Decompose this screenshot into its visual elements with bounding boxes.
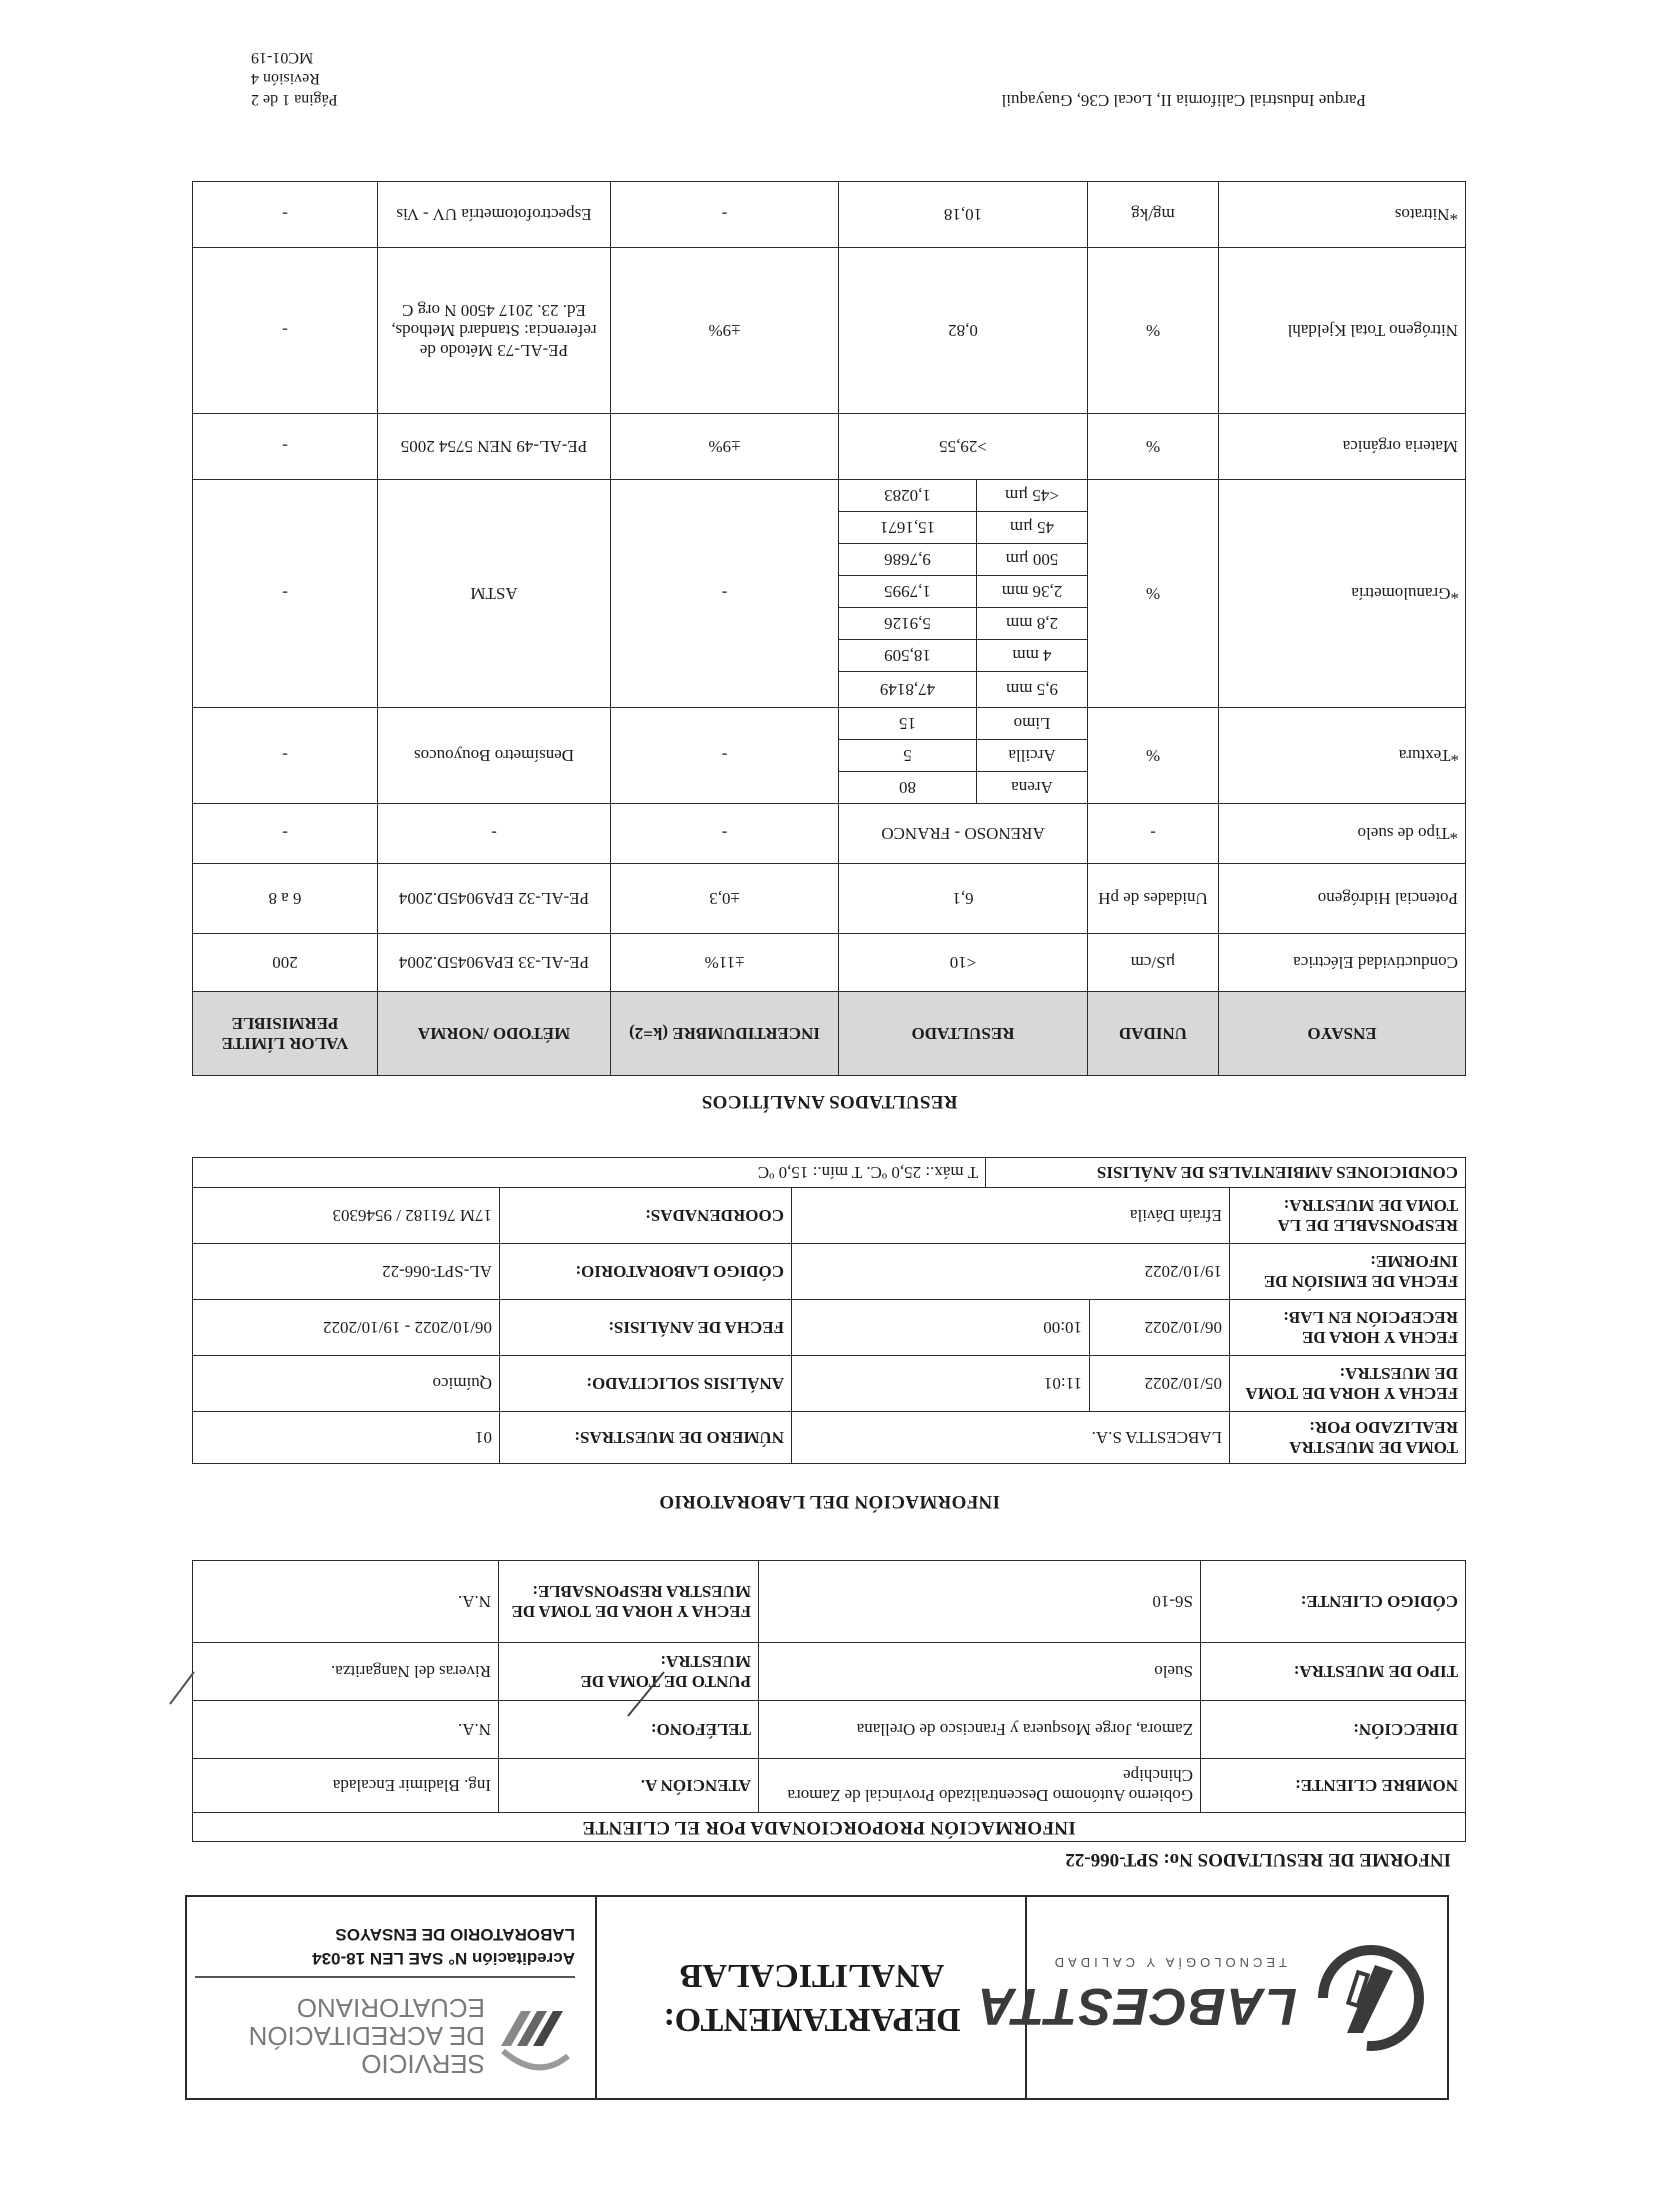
attention-value: Ing. Bladimir Encalada: [193, 1759, 499, 1813]
logo-tagline: TECNOLOGÍA Y CALIDAD: [1050, 1955, 1287, 1970]
table-row: [192, 934, 1465, 992]
department-cell: [595, 1897, 1027, 2098]
header-unidad: UNIDAD: [1088, 992, 1219, 1076]
header-limite: VALOR LÍMITE PERMISIBLE: [192, 992, 377, 1076]
tipo-suelo-incertidumbre: -: [610, 804, 838, 864]
conductividad-metodo: PE-AL-33 EPA9045D.2004: [377, 934, 610, 992]
sampling-datetime-label: FECHA Y HORA DE TOMA DE MUESTRA RESPONSABLE:: [499, 1561, 759, 1643]
sae-line3: ECUATORIANO: [296, 1993, 485, 2023]
lab-row1-value1: LABCESTTA S.A.: [792, 1412, 1230, 1464]
materia-organica-limite: -: [192, 414, 377, 480]
conductividad-unidad: µS/cm: [1088, 934, 1219, 992]
ph-resultado: 6,1: [838, 864, 1087, 934]
address-value: Zamora, Jorge Mosquera y Francisco de Orellana: [759, 1701, 1201, 1759]
ph-limite: 6 a 8: [192, 864, 377, 934]
footer-address: Parque Industrial California II, Local C36, Guayaquil: [1001, 91, 1366, 110]
textura-value-1: 5: [838, 740, 976, 772]
results-section-title: RESULTADOS ANALÍTICOS: [701, 1091, 958, 1112]
results-table: [192, 181, 1466, 1076]
nitratos-unidad: mg/kg: [1088, 182, 1219, 248]
materia-organica-incertidumbre: ±9%: [610, 414, 838, 480]
nitratos-ensayo: *Nitratos: [1219, 182, 1466, 248]
conductividad-incertidumbre: ±11%: [610, 934, 838, 992]
client-code-label: CÓDIGO CLIENTE:: [1201, 1561, 1466, 1643]
sampling-point-label: PUNTO DE TOMA DE MUESTRA:: [499, 1643, 759, 1701]
granulometria-value-2: 5,9126: [838, 608, 976, 640]
sae-name-block: [249, 1994, 485, 2078]
lab-info-table: [192, 1157, 1466, 1464]
granulometria-value-1: 18,509: [838, 640, 976, 672]
lab-row2-value2: Químico: [193, 1356, 500, 1412]
textura-label-0: Arena: [977, 772, 1088, 804]
accreditation-divider: [195, 1976, 575, 1978]
nitrogeno-incertidumbre: ±9%: [610, 248, 838, 414]
granulometria-value-4: 9,7686: [838, 544, 976, 576]
lab-row2-date: 05/10/2022: [1090, 1356, 1230, 1412]
textura-label-2: Limo: [977, 708, 1088, 740]
client-name-value: Gobierno Autónomo Descentralizado Provincial de Zamora Chinchipe: [759, 1759, 1201, 1813]
lab-row5-label2: COORDENADAS:: [500, 1188, 792, 1244]
lab-row3-label2: FECHA DE ANÁLISIS:: [500, 1300, 792, 1356]
tipo-suelo-resultado: ARENOSO - FRANCO: [838, 804, 1087, 864]
granulometria-value-3: 1,7995: [838, 576, 976, 608]
lab-row3-value2: 06/10/2022 - 19/10/2022: [193, 1300, 500, 1356]
granulometria-limite: -: [192, 480, 377, 708]
attention-label: ATENCIÓN A.: [499, 1759, 759, 1813]
granulometria-value-6: 1,0283: [838, 480, 976, 512]
lab-row4-value2: AL-SPT-066-22: [193, 1244, 500, 1300]
check-mark-icon: [166, 1670, 196, 1710]
lab-row3-label1: FECHA Y HORA DE RECEPCIÓN EN LAB:: [1230, 1300, 1466, 1356]
tipo-suelo-limite: -: [192, 804, 377, 864]
client-name-label: NOMBRE CLIENTE:: [1201, 1759, 1466, 1813]
table-row: [192, 864, 1465, 934]
granulometria-metodo: ASTM: [377, 480, 610, 708]
nitrogeno-ensayo: Nitrógeno Total Kjeldahl: [1219, 248, 1466, 414]
nitratos-limite: -: [192, 182, 377, 248]
phone-label: TELÉFONO:: [499, 1701, 759, 1759]
granulometria-incertidumbre: -: [610, 480, 838, 708]
lab-type: LABORATORIO DE ENSAYOS: [335, 1925, 575, 1944]
lab-row4-label1: FECHA DE EMISIÓN DE INFORME:: [1230, 1244, 1466, 1300]
sampling-point-value: Riveras del Nangaritza.: [193, 1643, 499, 1701]
nitrogeno-resultado: 0,82: [838, 248, 1087, 414]
tipo-suelo-unidad: -: [1088, 804, 1219, 864]
lab-row4-value1: 19/10/2022: [792, 1244, 1230, 1300]
nitratos-metodo: Espectrofotometría UV - Vis: [377, 182, 610, 248]
ph-unidad: Unidades de pH: [1088, 864, 1219, 934]
nitrogeno-limite: -: [192, 248, 377, 414]
lab-row6-value: T máx.: 25,0 ºC. T mín.: 15,0 ºC: [193, 1158, 986, 1188]
granulometria-label-6: <45 µm: [977, 480, 1088, 512]
textura-metodo: Densímetro Bouyoucos: [377, 708, 610, 804]
textura-ensayo: *Textura: [1219, 708, 1466, 804]
footer-code: MC01-19: [251, 49, 314, 66]
granulometria-label-3: 2,36 mm: [977, 576, 1088, 608]
lab-row2-label2: ANÁLISIS SOLICITADO:: [500, 1356, 792, 1412]
lab-section-title: INFORMACIÓN DEL LABORATORIO: [659, 1491, 1000, 1512]
textura-limite: -: [192, 708, 377, 804]
client-section-title: INFORMACIÓN PROPORCIONADA POR EL CLIENTE: [193, 1813, 1466, 1842]
tipo-suelo-metodo: -: [377, 804, 610, 864]
granulometria-value-0: 47,8149: [838, 672, 976, 708]
textura-value-0: 80: [838, 772, 976, 804]
materia-organica-resultado: >29,55: [838, 414, 1087, 480]
lab-row6-label: CONDICIONES AMBIENTALES DE ANÁLISIS: [986, 1158, 1466, 1188]
textura-incertidumbre: -: [610, 708, 838, 804]
header-ensayo: ENSAYO: [1219, 992, 1466, 1076]
footer-page-info: [251, 47, 371, 110]
lab-row2-label1: FECHA Y HORA DE TOMA DE MUESTRA:: [1230, 1356, 1466, 1412]
granulometria-label-0: 9,5 mm: [977, 672, 1088, 708]
table-row: [192, 772, 1465, 804]
logo-name: LABCESTTA: [976, 1977, 1297, 2035]
sae-logo-icon: [493, 1996, 583, 2076]
ph-ensayo: Potencial Hidrógeno: [1219, 864, 1466, 934]
sampling-datetime-value: N.A.: [193, 1561, 499, 1643]
materia-organica-metodo: PE-AL-49 NEN 5754 2005: [377, 414, 610, 480]
footer-page: Página 1 de 2: [251, 91, 338, 108]
tipo-suelo-ensayo: *Tipo de suelo: [1219, 804, 1466, 864]
lab-row3-time: 10:00: [792, 1300, 1090, 1356]
granulometria-label-2: 2,8 mm: [977, 608, 1088, 640]
granulometria-ensayo: *Granulometría: [1219, 480, 1466, 708]
lab-row3-date: 06/10/2022: [1090, 1300, 1230, 1356]
header-incertidumbre: INCERTIDUMBRE (k=2): [610, 992, 838, 1076]
materia-organica-ensayo: Materia orgánica: [1219, 414, 1466, 480]
report-header: [185, 1895, 1449, 2100]
textura-label-1: Arcilla: [977, 740, 1088, 772]
sae-line2: DE ACREDITACIÓN: [248, 2021, 485, 2051]
check-mark-icon: [626, 1670, 666, 1720]
sample-type-value: Suelo: [759, 1643, 1201, 1701]
granulometria-label-4: 500 µm: [977, 544, 1088, 576]
textura-unidad: %: [1088, 708, 1219, 804]
nitrogeno-unidad: %: [1088, 248, 1219, 414]
address-label: DIRECCIÓN:: [1201, 1701, 1466, 1759]
report-title: INFORME DE RESULTADOS No: SPT-066-22: [1065, 1849, 1451, 1870]
department-title: DEPARTAMENTO:: [663, 2001, 961, 2038]
sae-line1: SERVICIO: [361, 2049, 485, 2079]
phone-value: N.A.: [193, 1701, 499, 1759]
conductividad-ensayo: Conductividad Eléctrica: [1219, 934, 1466, 992]
granulometria-label-5: 45 µm: [977, 512, 1088, 544]
footer-revision: Revisión 4: [251, 70, 320, 87]
granulometria-value-5: 15,1671: [838, 512, 976, 544]
table-row: [192, 182, 1465, 248]
table-row: [192, 804, 1465, 864]
lab-row1-value2: 01: [193, 1412, 500, 1464]
textura-value-2: 15: [838, 708, 976, 740]
labcestta-logo-cell: [976, 1897, 1447, 2098]
sample-type-label: TIPO DE MUESTRA:: [1201, 1643, 1466, 1701]
department-name: ANALITICALAB: [679, 1957, 945, 1994]
table-row: [192, 248, 1465, 414]
client-info-table: [192, 1560, 1466, 1842]
lab-row5-value2: 17M 761182 / 9546303: [193, 1188, 500, 1244]
table-row: [192, 414, 1465, 480]
granulometria-unidad: %: [1088, 480, 1219, 708]
granulometria-label-1: 4 mm: [977, 640, 1088, 672]
accreditation-cell: [187, 1897, 597, 2098]
ph-metodo: PE-AL-32 EPA9045D.2004: [377, 864, 610, 934]
lab-row2-time: 11:01: [792, 1356, 1090, 1412]
client-code-value: S6-10: [759, 1561, 1201, 1643]
ph-incertidumbre: ±0,3: [610, 864, 838, 934]
labcestta-logo-icon: [1303, 1933, 1433, 2063]
materia-organica-unidad: %: [1088, 414, 1219, 480]
lab-row1-label1: TOMA DE MUESTRA REALIZADO POR:: [1230, 1412, 1466, 1464]
nitratos-incertidumbre: -: [610, 182, 838, 248]
conductividad-limite: 200: [192, 934, 377, 992]
nitrogeno-metodo: PE-AL-73 Método de referencia: Standard Methods, Ed. 23. 2017 4500 N org C: [377, 248, 610, 414]
header-metodo: MÉTODO /NORMA: [377, 992, 610, 1076]
accreditation-number: Acreditación N° SAE LEN 18-034: [312, 1949, 575, 1968]
nitratos-resultado: 10,18: [838, 182, 1087, 248]
conductividad-resultado: <10: [838, 934, 1087, 992]
header-resultado: RESULTADO: [838, 992, 1087, 1076]
lab-row5-value1: Efraín Dávila: [792, 1188, 1230, 1244]
lab-row5-label1: RESPONSABLE DE LA TOMA DE MUESTRA:: [1230, 1188, 1466, 1244]
lab-row1-label2: NÚMERO DE MUESTRAS:: [500, 1412, 792, 1464]
table-row: [192, 672, 1465, 708]
lab-row4-label2: CÓDIGO LABORATORIO:: [500, 1244, 792, 1300]
